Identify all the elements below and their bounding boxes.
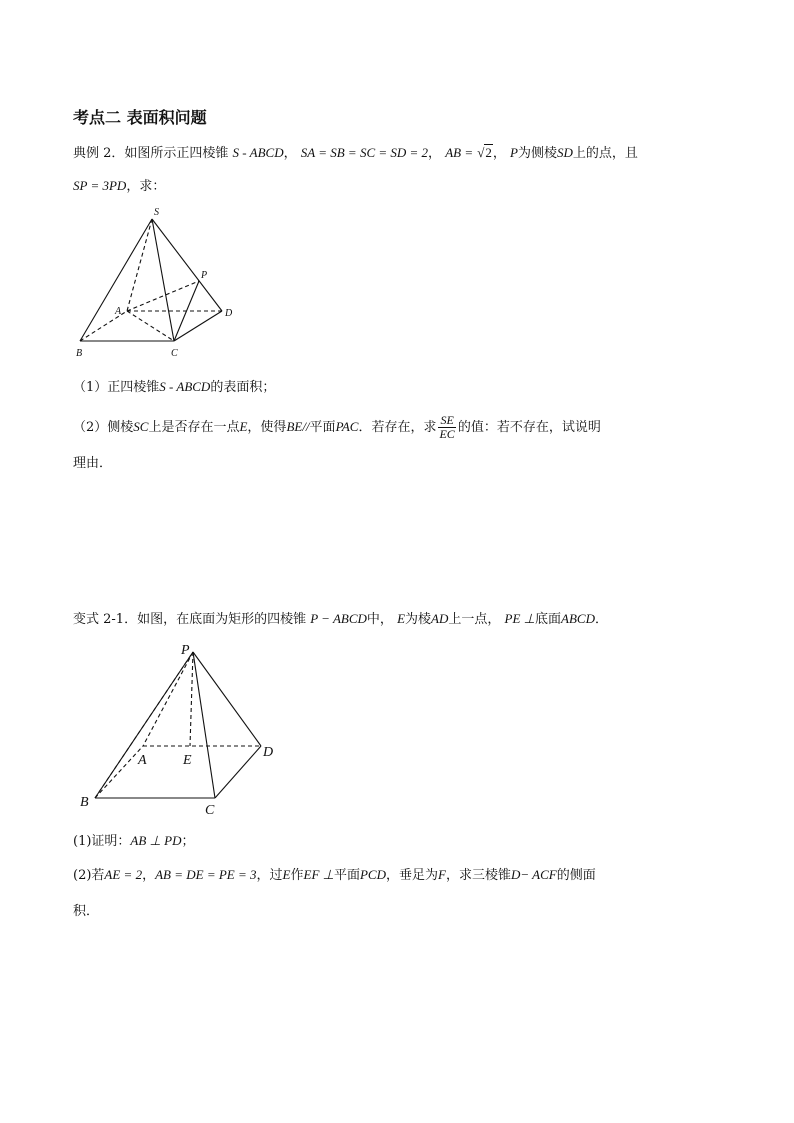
- ab-lhs: AB =: [445, 145, 474, 160]
- example-label: 典例 2．如图所示正四棱锥: [73, 146, 229, 161]
- text-segment: 作: [290, 868, 304, 883]
- point-f: F: [438, 867, 446, 882]
- ab-perp-pd: AB ⊥ PD: [130, 833, 182, 848]
- sqrt-radicand: 2: [485, 145, 492, 160]
- edge-pd: [193, 652, 261, 746]
- plane-pcd: PCD: [359, 867, 386, 882]
- label-p: P: [201, 270, 208, 281]
- variant-question-1: [73, 832, 194, 851]
- line-be: BE//: [286, 419, 310, 434]
- text-segment: 的值：若不存在，试说明: [457, 420, 601, 435]
- lengths-equation: AB = DE = PE = 3: [155, 867, 257, 882]
- edge-sd: SD: [557, 145, 573, 160]
- text-segment: 平面: [333, 868, 360, 883]
- text-segment: 上一点，: [448, 612, 501, 627]
- text-segment: ．: [594, 612, 608, 627]
- point-e: E: [239, 419, 248, 434]
- text-segment: 底面: [535, 612, 562, 627]
- example-question-2-line-2: 理由．: [73, 456, 113, 471]
- text-segment: 平面: [309, 420, 336, 435]
- text-segment: ，求：: [126, 179, 166, 194]
- pyramid-name: P − ABCD: [310, 611, 367, 626]
- separator: ，: [142, 868, 156, 883]
- edge-pa: [143, 652, 193, 746]
- edge-ab: [95, 746, 143, 798]
- edge-cd: [174, 311, 222, 341]
- text-segment: 上的点，且: [572, 146, 638, 161]
- text-segment: ，过: [256, 868, 283, 883]
- point-e: E: [282, 867, 291, 882]
- example-line-2: [73, 177, 165, 196]
- pyramid-figure-2: [75, 638, 285, 818]
- fraction-denominator: EC: [439, 427, 455, 441]
- section-heading: 考点二 表面积问题: [73, 108, 207, 127]
- edge-sb: [80, 219, 152, 341]
- example-line-1: [73, 144, 638, 163]
- text-segment: 中，: [366, 612, 393, 627]
- text-segment: 的表面积；: [210, 380, 276, 395]
- label-p: P: [181, 643, 190, 658]
- edge-sc: [152, 219, 174, 341]
- fraction-numerator: SE: [440, 413, 454, 427]
- variant-label: 变式 2-1．如图，在底面为矩形的四棱锥: [73, 612, 307, 627]
- text-segment: （1）正四棱锥: [73, 380, 160, 395]
- variant-question-2: [73, 866, 596, 885]
- point-p: P: [510, 145, 518, 160]
- text-segment: (1)证明：: [73, 834, 131, 849]
- text-segment: ，垂足为: [385, 868, 438, 883]
- example-question-1: [73, 378, 275, 397]
- segment-pe: [190, 652, 193, 746]
- separator: ，: [428, 146, 442, 161]
- edge-sc-text: SC: [133, 419, 149, 434]
- separator: ，: [492, 146, 506, 161]
- text-segment: 上是否存在一点: [148, 420, 240, 435]
- ae-equation: AE = 2: [104, 867, 143, 882]
- edges-equation: SA = SB = SC = SD = 2: [300, 145, 429, 160]
- text-segment: 的侧面: [556, 868, 596, 883]
- label-a: A: [115, 306, 122, 317]
- separator: ，: [283, 146, 297, 161]
- sqrt-expression: √2: [477, 145, 492, 160]
- pyramid-name: S - ABCD: [232, 145, 284, 160]
- pe-perpendicular: PE ⊥: [504, 611, 535, 626]
- base-abcd: ABCD: [561, 611, 595, 626]
- label-e: E: [183, 753, 192, 768]
- label-b: B: [80, 795, 89, 810]
- text-segment: ，使得: [247, 420, 287, 435]
- point-e: E: [397, 611, 406, 626]
- text-segment: ；: [181, 834, 195, 849]
- variant-question-2-line-2: 积．: [73, 904, 100, 919]
- text-segment: ．若存在，求: [358, 420, 437, 435]
- fraction-se-ec: [438, 414, 455, 441]
- pyramid-name: S - ABCD: [159, 379, 211, 394]
- text-segment: (2)若: [73, 868, 105, 883]
- pyramid-figure-1: [70, 205, 240, 365]
- label-a: A: [138, 753, 147, 768]
- label-c: C: [171, 348, 178, 359]
- label-s: S: [154, 207, 159, 218]
- diagonal-ac: [127, 311, 174, 341]
- text-segment: ，求三棱锥: [445, 868, 511, 883]
- edge-ad: AD: [431, 611, 449, 626]
- label-b: B: [76, 348, 83, 359]
- edge-sd: [152, 219, 222, 311]
- edge-sa: [127, 219, 152, 311]
- text-segment: 为棱: [405, 612, 432, 627]
- tetrahedron-dacf: D− ACF: [510, 867, 557, 882]
- text-segment: （2）侧棱: [73, 420, 134, 435]
- label-d: D: [263, 745, 274, 760]
- label-d: D: [225, 308, 233, 319]
- edge-cd: [215, 746, 261, 798]
- sp-equation: SP = 3PD: [73, 178, 127, 193]
- example-question-2: [73, 413, 601, 442]
- label-c: C: [205, 803, 215, 818]
- variant-line-1: [73, 610, 608, 629]
- ef-perpendicular: EF ⊥: [303, 867, 334, 882]
- edge-pc: [193, 652, 215, 798]
- text-segment: 为侧棱: [518, 146, 558, 161]
- plane-pac: PAC: [335, 419, 359, 434]
